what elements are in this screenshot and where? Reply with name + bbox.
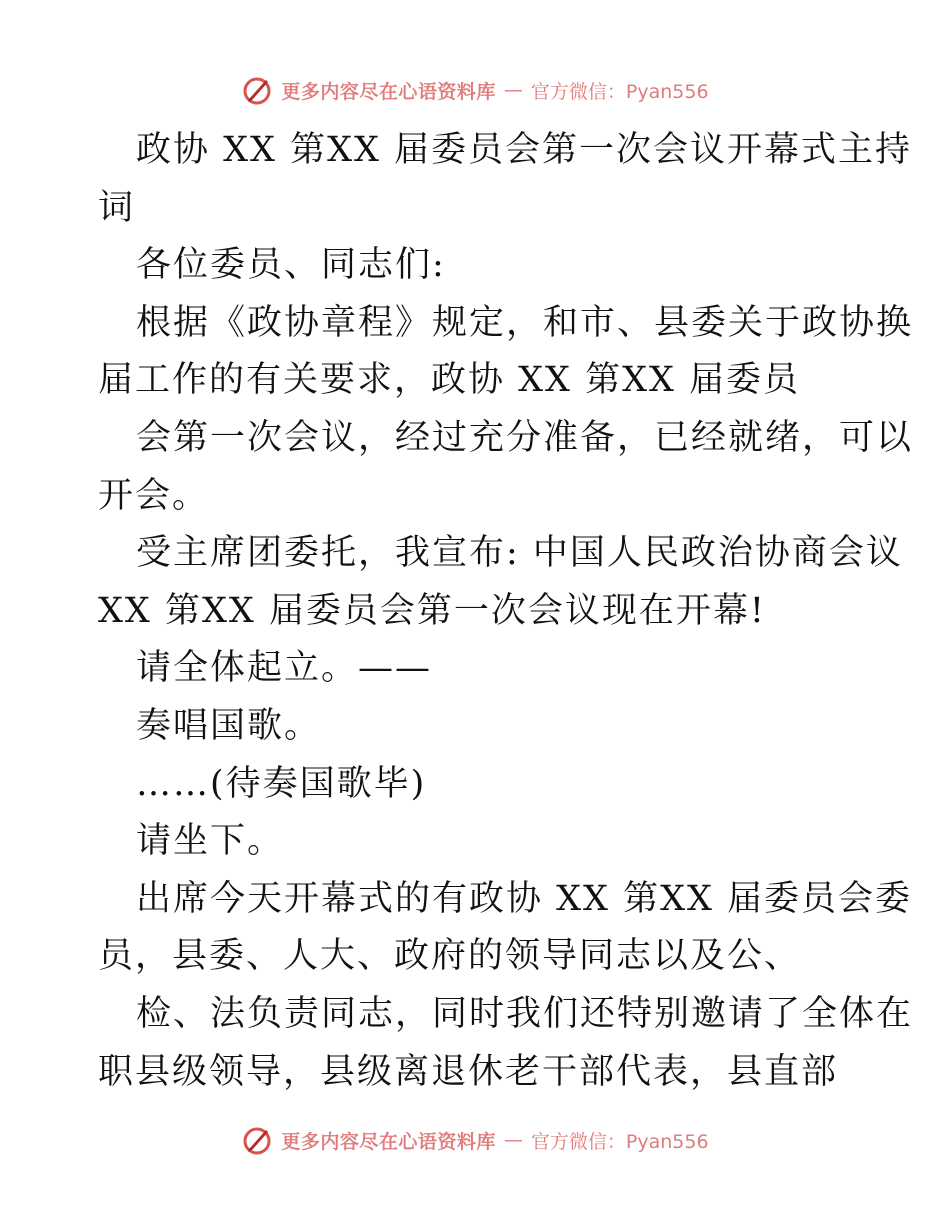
text-line: 员，县委、人大、政府的领导同志以及公、 bbox=[98, 936, 802, 977]
quill-logo-icon bbox=[241, 1124, 273, 1156]
text-line: XX 第XX 届委员会第一次会议现在开幕! bbox=[98, 590, 766, 631]
document-body bbox=[98, 122, 914, 1101]
watermark-group bbox=[241, 74, 708, 106]
text-line: 开会。 bbox=[98, 475, 210, 516]
header-watermark bbox=[0, 70, 950, 110]
watermark-group bbox=[241, 1124, 708, 1156]
text-line: 词 bbox=[98, 187, 136, 228]
watermark-separator: — bbox=[503, 79, 523, 101]
text-line: 受主席团委托，我宣布: 中国人民政治协商会议 bbox=[136, 533, 903, 574]
text-line: 请全体起立。—— bbox=[136, 648, 433, 689]
text-line: 会第一次会议，经过充分准备，已经就绪，可以 bbox=[136, 417, 914, 458]
watermark-contact: 官方微信：Pyan556 bbox=[530, 1130, 709, 1153]
text-line: 根据《政协章程》规定，和市、县委关于政协换 bbox=[136, 302, 914, 343]
text-line: 检、法负责同志，同时我们还特别邀请了全体在 bbox=[136, 993, 914, 1034]
text-line: 政协 XX 第XX 届委员会第一次会议开幕式主持 bbox=[136, 130, 913, 170]
text-line: 奏唱国歌。 bbox=[136, 705, 322, 746]
text-line: 请坐下。 bbox=[136, 821, 285, 862]
text-line: 出席今天开幕式的有政协 XX 第XX 届委员会委 bbox=[136, 878, 913, 919]
watermark-contact: 官方微信：Pyan556 bbox=[530, 80, 709, 103]
text-line: 职县级领导，县级离退休老干部代表，县直部 bbox=[98, 1051, 839, 1092]
watermark-main-text: 更多内容尽在心语资料库 bbox=[281, 80, 496, 103]
quill-logo-icon bbox=[241, 74, 273, 106]
text-line: 届工作的有关要求，政协 XX 第XX 届委员 bbox=[98, 360, 801, 401]
watermark-separator: — bbox=[503, 1129, 523, 1151]
footer-watermark bbox=[0, 1120, 950, 1160]
text-line: ……(待奏国歌毕) bbox=[136, 763, 427, 804]
text-line: 各位委员、同志们: bbox=[136, 245, 446, 286]
watermark-main-text: 更多内容尽在心语资料库 bbox=[281, 1130, 496, 1153]
